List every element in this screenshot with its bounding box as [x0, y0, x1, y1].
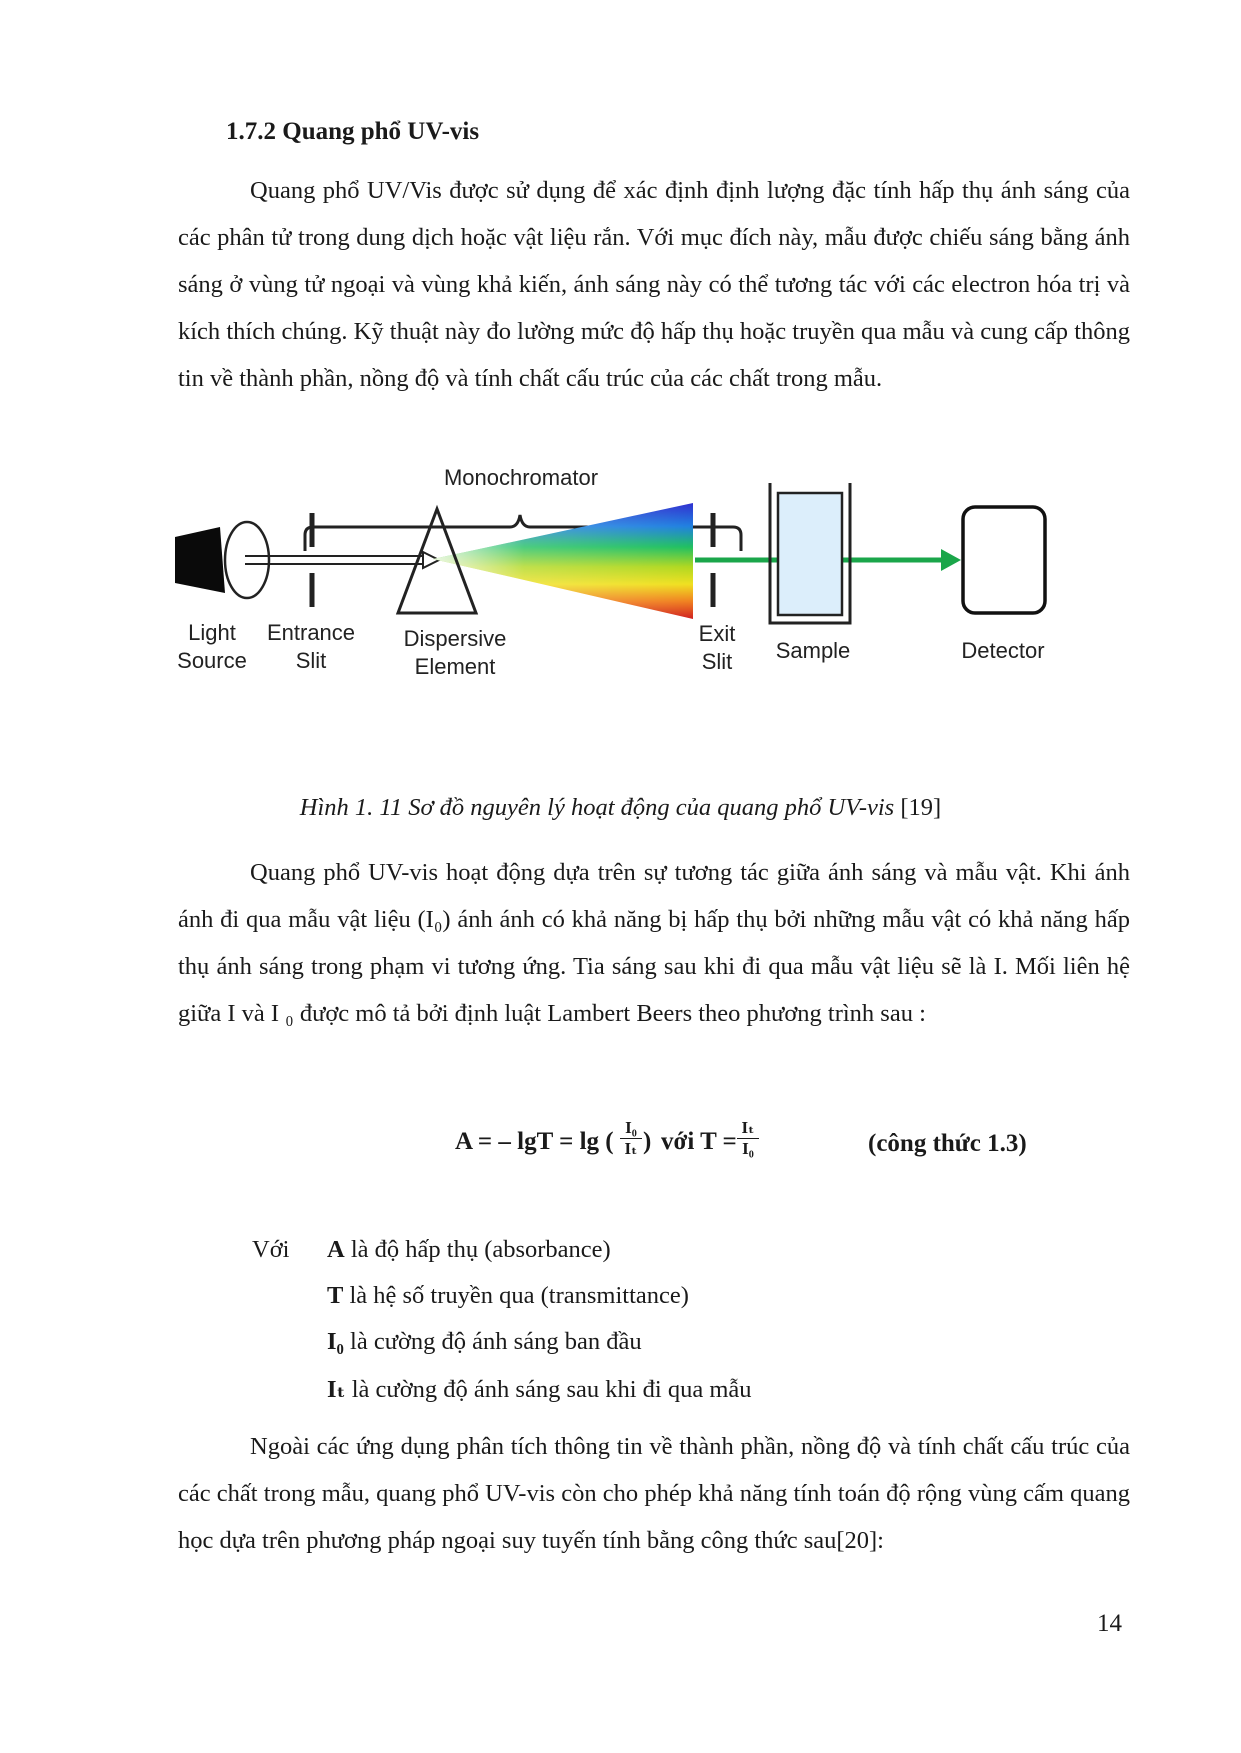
entrance-slit-label-1: Entrance	[266, 620, 356, 645]
dispersive-element-label-2: Element	[414, 654, 496, 679]
detector-label: Detector	[961, 638, 1045, 663]
formula-fraction-1	[620, 1118, 642, 1159]
dispersive-element-label-1: Dispersive	[403, 626, 507, 651]
definition-symbol: T	[327, 1282, 344, 1309]
definition-item	[327, 1236, 611, 1264]
frac1-denominator: Iₜ	[624, 1139, 638, 1158]
formula-close: )	[643, 1128, 652, 1155]
bandgap-text: Ngoài các ứng dụng phân tích thông tin về thành phần, nồng độ và tính chất cấu trúc của các chất trong mẫu, quang phổ UV-vis còn cho phép khả năng tính toán độ rộng vùng cấm quang học dựa trên phương pháp ngoại suy tuyến tính bằng công thức sau[20]:	[178, 1433, 1130, 1554]
sample-label: Sample	[775, 638, 851, 663]
formula-lhs: A = – lgT = lg (	[455, 1128, 614, 1155]
bandgap-paragraph	[178, 1423, 1130, 1564]
definition-item	[327, 1282, 689, 1310]
light-source-label-1: Light	[188, 620, 236, 645]
principle-paragraph	[178, 849, 1130, 1037]
section-heading: 1.7.2 Quang phổ UV-vis	[226, 118, 480, 145]
uv-vis-schematic	[177, 455, 1185, 765]
light-source-label-2: Source	[177, 648, 247, 673]
principle-text: Quang phổ UV-vis hoạt động dựa trên sự tương tác giữa ánh sáng và mẫu vật. Khi ánh ánh đi qua mẫu vật liệu (I₀) ánh ánh có khả năng bị hấp thụ bởi những mẫu vật có khả năng hấp thụ ánh sáng trong phạm vi tương ứng. Tia sáng sau khi đi qua mẫu vật liệu sẽ là I. Mối liên hệ giữa I và I ₀ được mô tả bởi định luật Lambert Beers theo phương trình sau :	[178, 859, 1130, 1027]
entrance-slit-label-2: Slit	[295, 648, 327, 673]
definition-symbol: I₀	[327, 1328, 344, 1355]
definition-symbol: Iₜ	[327, 1376, 346, 1403]
definition-item	[327, 1374, 752, 1404]
caption-text: Hình 1. 11 Sơ đồ nguyên lý hoạt động của quang phổ UV-vis	[299, 794, 895, 821]
formula-reference: (công thức 1.3)	[868, 1130, 1027, 1157]
intro-paragraph	[178, 167, 1130, 402]
definition-text: là độ hấp thụ (absorbance)	[344, 1236, 611, 1263]
caption-ref: [19]	[894, 794, 942, 821]
frac2-denominator: I₀	[742, 1139, 754, 1158]
definitions-intro: Với	[252, 1236, 290, 1263]
definition-text: là hệ số truyền qua (transmittance)	[343, 1282, 689, 1309]
sample-cuvette	[770, 483, 850, 623]
definition-symbol: A	[327, 1236, 345, 1263]
definition-text: là cường độ ánh sáng ban đầu	[343, 1328, 642, 1355]
detector-box	[963, 507, 1045, 613]
exit-slit-label-1: Exit	[698, 621, 736, 646]
incident-beam	[245, 552, 439, 568]
page-number: 14	[1097, 1610, 1122, 1637]
monochromator-label: Monochromator	[443, 465, 599, 490]
formula-fraction-2	[737, 1118, 759, 1159]
definition-text: là cường độ ánh sáng sau khi đi qua mẫu	[345, 1376, 752, 1403]
frac1-numerator: I₀	[620, 1118, 642, 1139]
definition-item	[327, 1328, 642, 1356]
figure-caption	[0, 794, 1241, 822]
intro-text: Quang phổ UV/Vis được sử dụng để xác định định lượng đặc tính hấp thụ ánh sáng của các phân tử trong dung dịch hoặc vật liệu rắn. Với mục đích này, mẫu được chiếu sáng bằng ánh sáng ở vùng tử ngoại và vùng khả kiến, ánh sáng này có thể tương tác với các electron hóa trị và kích thích chúng. Kỹ thuật này đo lường mức độ hấp thụ hoặc truyền qua mẫu và cung cấp thông tin về thành phần, nồng độ và tính chất cấu trúc của các chất trong mẫu.	[178, 177, 1130, 392]
formula-mid: với T =	[661, 1128, 737, 1155]
frac2-numerator: Iₜ	[737, 1118, 759, 1139]
light-source-lamp	[175, 522, 269, 598]
exit-slit-label-2: Slit	[701, 649, 733, 674]
